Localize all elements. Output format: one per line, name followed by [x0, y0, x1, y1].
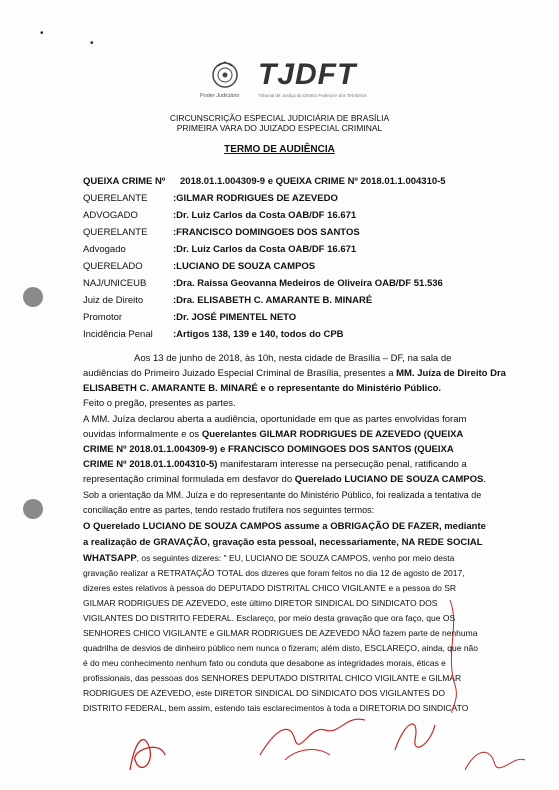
body-line: gravação realizar a RETRATAÇÃO TOTAL dos dizeres que foram feitos no dia 12 de agosto de 2017, — [83, 568, 465, 578]
case-number-row — [83, 176, 446, 187]
court-logo — [200, 60, 400, 105]
court-fullname: Tribunal de Justiça do Distrito Federal e dos Territórios — [258, 93, 367, 98]
party-value: :FRANCISCO DOMINGOES DOS SANTOS — [173, 227, 360, 238]
party-value: :Dr. Luiz Carlos da Costa OAB/DF 16.671 — [173, 210, 357, 221]
body-text: , os seguintes dizeres: " EU, LUCIANO DE SOUZA CAMPOS, venho por meio desta — [136, 553, 455, 563]
body-line: SENHORES CHICO VIGILANTE e GILMAR RODRIGUES DE AZEVEDO NÃO fazem parte de nenhuma — [83, 628, 478, 638]
poder-judiciario: Poder Judiciário — [200, 93, 240, 99]
scan-speck: • — [90, 38, 94, 49]
body-text: representação criminal formulada em desfavor do — [83, 474, 295, 485]
circumscription-line: CIRCUNSCRIÇÃO ESPECIAL JUDICIÁRIA DE BRASÍLIA — [169, 113, 390, 123]
body-text: audiências do Primeiro Juizado Especial Criminal de Brasília, presentes a — [83, 368, 397, 379]
body-line: CRIME Nº 2018.01.1.004309-9) e FRANCISCO DOMINGOES DOS SANTOS (QUEIXA — [83, 444, 454, 455]
case-value: 2018.01.1.004309-9 e QUEIXA CRIME Nº 2018.01.1.004310-5 — [180, 176, 446, 187]
body-line: profissionais, das pessoas dos SENHORES DEPUTADO DISTRITAL CHICO VIGILANTE e GILMAR — [83, 673, 462, 683]
party-value: :GILMAR RODRIGUES DE AZEVEDO — [173, 193, 338, 204]
party-label: ADVOGADO — [83, 210, 138, 221]
scan-speck: • — [40, 28, 44, 39]
party-value: :LUCIANO DE SOUZA CAMPOS — [173, 261, 316, 272]
party-value: :Artigos 138, 139 e 140, todos do CPB — [173, 329, 344, 340]
party-label: NAJ/UNICEUB — [83, 278, 147, 289]
signature-initial — [385, 705, 445, 765]
body-line: A MM. Juíza declarou aberta a audiência, oportunidade em que as partes envolvidas foram — [83, 414, 467, 425]
coat-of-arms-icon — [210, 60, 240, 90]
punch-hole — [23, 287, 43, 307]
party-value: :Dr. Luiz Carlos da Costa OAB/DF 16.671 — [173, 244, 357, 255]
court-division-line: PRIMEIRA VARA DO JUIZADO ESPECIAL CRIMINAL — [176, 123, 383, 133]
party-label: Promotor — [83, 312, 123, 323]
body-line: VIGILANTES DO DISTRITO FEDERAL. Esclareço, por meio desta gravação que ora faço, que OS — [83, 613, 456, 623]
obligation-line: O Querelado LUCIANO DE SOUZA CAMPOS assume a OBRIGAÇÃO DE FAZER, mediante — [83, 521, 486, 532]
brand-name: TJDFT — [258, 58, 357, 91]
body-line: quadrilha de desvios de dinheiro público nem nunca o fizeram; além disto, ESCLAREÇO, ainda, que não — [83, 643, 479, 653]
party-label: Advogado — [83, 244, 126, 255]
body-line: RODRIGUES DE AZEVEDO, este DIRETOR SINDICAL DO SINDICATO DOS VIGILANTES DO — [83, 688, 445, 698]
margin-bracket — [440, 595, 470, 715]
punch-hole — [23, 499, 43, 519]
document-title: TERMO DE AUDIÊNCIA — [224, 144, 335, 155]
party-label: Incidência Penal — [83, 329, 153, 340]
signature-initial — [120, 720, 180, 780]
party-label: QUERELANTE — [83, 193, 148, 204]
party-value: :Dra. Raissa Geovanna Medeiros de Oliveira OAB/DF 51.536 — [173, 278, 443, 289]
body-line: DISTRITO FEDERAL, bem assim, estendo tais esclarecimentos à toda a DIRETORIA DO SINDICATO — [83, 703, 469, 713]
party-value: :Dra. ELISABETH C. AMARANTE B. MINARÉ — [173, 295, 373, 306]
case-ref: CRIME Nº 2018.01.1.004310-5) — [83, 459, 218, 470]
body-line — [83, 368, 506, 379]
body-line — [83, 474, 486, 485]
body-line: GILMAR RODRIGUES DE AZEVEDO, este último DIRETOR SINDICAL DO SINDICATO DOS — [83, 598, 438, 608]
plaintiff-name: Querelantes GILMAR RODRIGUES DE AZEVEDO (QUEIXA — [201, 429, 464, 440]
judge-name-line: ELISABETH C. AMARANTE B. MINARÉ e o representante do Ministério Público. — [83, 383, 442, 394]
body-line: Sob a orientação da MM. Juíza e do representante do Ministério Público, foi realizada a tentativa de — [83, 490, 482, 500]
body-line: Feito o pregão, presentes as partes. — [83, 398, 236, 409]
body-line: conciliação entre as partes, tendo restado frutífera nos seguintes termos: — [83, 505, 375, 515]
body-line — [83, 553, 483, 564]
body-text: . — [483, 474, 486, 485]
whatsapp-label: WHATSAPP — [83, 553, 137, 564]
case-label: QUEIXA CRIME Nº — [83, 176, 166, 187]
defendant-name: Querelado LUCIANO DE SOUZA CAMPOS — [294, 474, 484, 485]
body-line: Aos 13 de junho de 2018, às 10h, nesta cidade de Brasília – DF, na sala de — [134, 353, 452, 364]
body-text: ouvidas informalmente e os — [83, 429, 202, 440]
party-label: QUERELANTE — [83, 227, 148, 238]
party-label: QUERELADO — [83, 261, 143, 272]
body-line: dizeres estes relativos à pessoa do DEPUTADO DISTRITAL CHICO VIGILANTE e a pessoa do SR — [83, 583, 457, 593]
signature-mark — [255, 700, 375, 770]
body-line: é do meu conhecimento nenhum fato ou conduta que desabone as integridades morais, éticas e — [83, 658, 446, 668]
signature-mark — [460, 740, 530, 780]
party-label: Juiz de Direito — [83, 295, 144, 306]
body-text: manifestaram interesse na persecução penal, ratificando a — [217, 459, 467, 470]
body-line — [83, 459, 483, 470]
party-value: :Dr. JOSÉ PIMENTEL NETO — [173, 312, 297, 323]
body-line — [83, 429, 483, 440]
judge-title: MM. Juíza de Direito Dra — [396, 368, 506, 379]
obligation-line: a realização de GRAVAÇÃO, gravação esta pessoal, necessariamente, NA REDE SOCIAL — [83, 537, 483, 548]
